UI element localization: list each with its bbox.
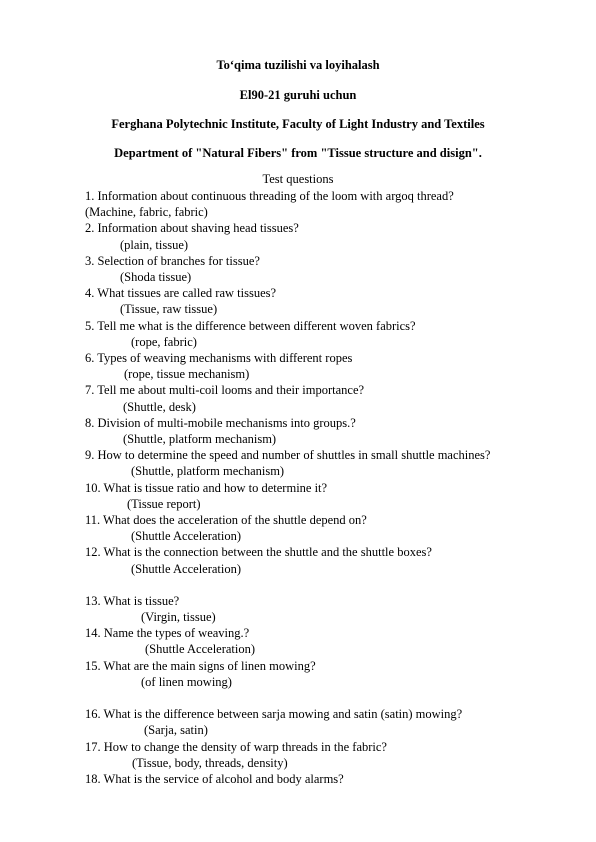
- question-17: 17. How to change the density of warp threads in the fabric?: [85, 739, 387, 754]
- question-list: [85, 188, 585, 787]
- answer-15: (of linen mowing): [141, 674, 232, 689]
- question-5: 5. Tell me what is the difference between different woven fabrics?: [85, 318, 416, 333]
- question-8: 8. Division of multi-mobile mechanisms into groups.?: [85, 415, 356, 430]
- question-13: 13. What is tissue?: [85, 593, 180, 608]
- group-line: El90-21 guruhi uchun: [239, 88, 357, 102]
- answer-17: (Tissue, body, threads, density): [132, 755, 288, 770]
- question-11: 11. What does the acceleration of the shuttle depend on?: [85, 513, 367, 528]
- answer-5: (rope, fabric): [131, 334, 197, 349]
- question-10: 10. What is tissue ratio and how to determine it?: [85, 480, 328, 495]
- question-12: 12. What is the connection between the shuttle and the shuttle boxes?: [85, 545, 432, 560]
- answer-8: (Shuttle, platform mechanism): [123, 432, 277, 447]
- section-subtitle: Test questions: [262, 172, 334, 186]
- spacer: [85, 690, 585, 706]
- question-18: 18. What is the service of alcohol and body alarms?: [85, 771, 344, 786]
- question-14: 14. Name the types of weaving.?: [85, 626, 250, 641]
- answer-10: (Tissue report): [127, 496, 201, 511]
- answer-2: (plain, tissue): [120, 237, 189, 252]
- answer-13: (Virgin, tissue): [141, 610, 216, 625]
- question-1: 1. Information about continuous threading of the loom with argoq thread?: [85, 189, 454, 203]
- question-16: 16. What is the difference between sarja mowing and satin (satin) mowing?: [85, 707, 463, 722]
- answer-1: (Machine, fabric, fabric): [85, 205, 208, 220]
- question-9: 9. How to determine the speed and number of shuttles in small shuttle machines?: [85, 448, 491, 463]
- answer-11: (Shuttle Acceleration): [131, 529, 242, 544]
- institute-line: Ferghana Polytechnic Institute, Faculty of Light Industry and Textiles: [111, 117, 485, 131]
- answer-4: (Tissue, raw tissue): [120, 302, 218, 317]
- answer-9: (Shuttle, platform mechanism): [131, 464, 285, 479]
- question-3: 3. Selection of branches for tissue?: [85, 253, 260, 268]
- question-4: 4. What tissues are called raw tissues?: [85, 286, 277, 301]
- answer-3: (Shoda tissue): [120, 270, 192, 285]
- document-title: To‘qima tuzilishi va loyihalash: [216, 58, 380, 72]
- question-15: 15. What are the main signs of linen mowing?: [85, 658, 316, 673]
- answer-14: (Shuttle Acceleration): [145, 642, 256, 657]
- question-6: 6. Types of weaving mechanisms with different ropes: [85, 351, 353, 366]
- question-2: 2. Information about shaving head tissues?: [85, 221, 299, 236]
- answer-12: (Shuttle Acceleration): [131, 561, 242, 576]
- answer-16: (Sarja, satin): [144, 723, 208, 738]
- spacer: [85, 577, 585, 593]
- department-line: Department of "Natural Fibers" from "Tissue structure and disign".: [114, 146, 482, 160]
- answer-7: (Shuttle, desk): [123, 399, 196, 414]
- answer-6: (rope, tissue mechanism): [124, 367, 250, 382]
- question-7: 7. Tell me about multi-coil looms and their importance?: [85, 383, 365, 398]
